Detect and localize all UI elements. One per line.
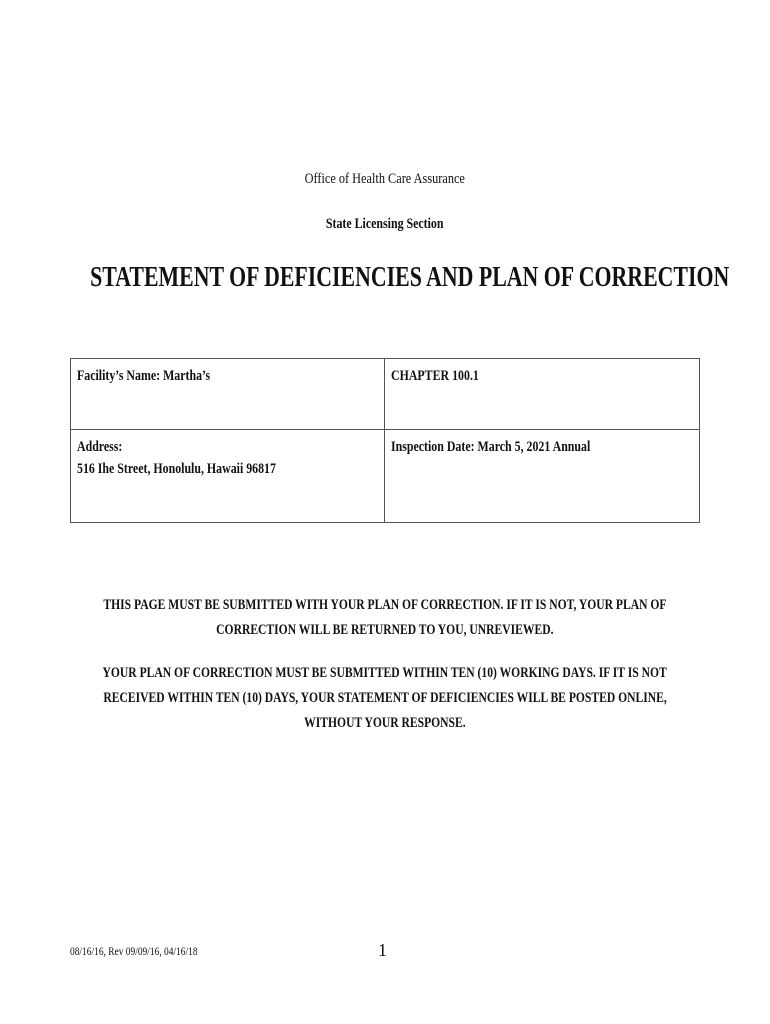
chapter-label: CHAPTER 100.1	[391, 368, 480, 384]
submission-notice	[0, 593, 770, 643]
deadline-notice-line: WITHOUT YOUR RESPONSE.	[304, 715, 466, 731]
inspection-cell	[385, 430, 700, 523]
facility-name-cell	[71, 359, 385, 430]
facility-name: Facility’s Name: Martha’s	[77, 368, 211, 384]
submission-notice-line: CORRECTION WILL BE RETURNED TO YOU, UNREVIEWED.	[216, 622, 554, 638]
chapter-cell	[385, 359, 700, 430]
document-title-text: STATEMENT OF DEFICIENCIES AND PLAN OF CORRECTION	[90, 262, 730, 293]
address-label: Address:	[77, 439, 123, 455]
deadline-notice	[0, 661, 770, 736]
revision-text: 08/16/16, Rev 09/09/16, 04/16/18	[70, 946, 198, 958]
deadline-notice-line: YOUR PLAN OF CORRECTION MUST BE SUBMITTED WITHIN TEN (10) WORKING DAYS. IF IT IS NOT	[102, 665, 668, 681]
facility-info-table	[70, 358, 700, 523]
office-name	[0, 171, 770, 188]
address-value: 516 Ihe Street, Honolulu, Hawaii 96817	[77, 461, 276, 477]
table-row	[71, 359, 700, 430]
deadline-notice-line: RECEIVED WITHIN TEN (10) DAYS, YOUR STATEMENT OF DEFICIENCIES WILL BE POSTED ONLINE,	[103, 690, 667, 706]
table-row	[71, 430, 700, 523]
submission-notice-line: THIS PAGE MUST BE SUBMITTED WITH YOUR PLAN OF CORRECTION. IF IT IS NOT, YOUR PLAN OF	[103, 597, 667, 613]
inspection-date: Inspection Date: March 5, 2021 Annual	[391, 439, 591, 455]
page-number: 1	[378, 940, 387, 960]
document-title	[0, 262, 770, 294]
section-name-text: State Licensing Section	[326, 216, 444, 232]
section-name	[0, 216, 770, 233]
office-name-text: Office of Health Care Assurance	[304, 171, 466, 187]
address-cell	[71, 430, 385, 523]
revision-footer	[70, 946, 226, 958]
